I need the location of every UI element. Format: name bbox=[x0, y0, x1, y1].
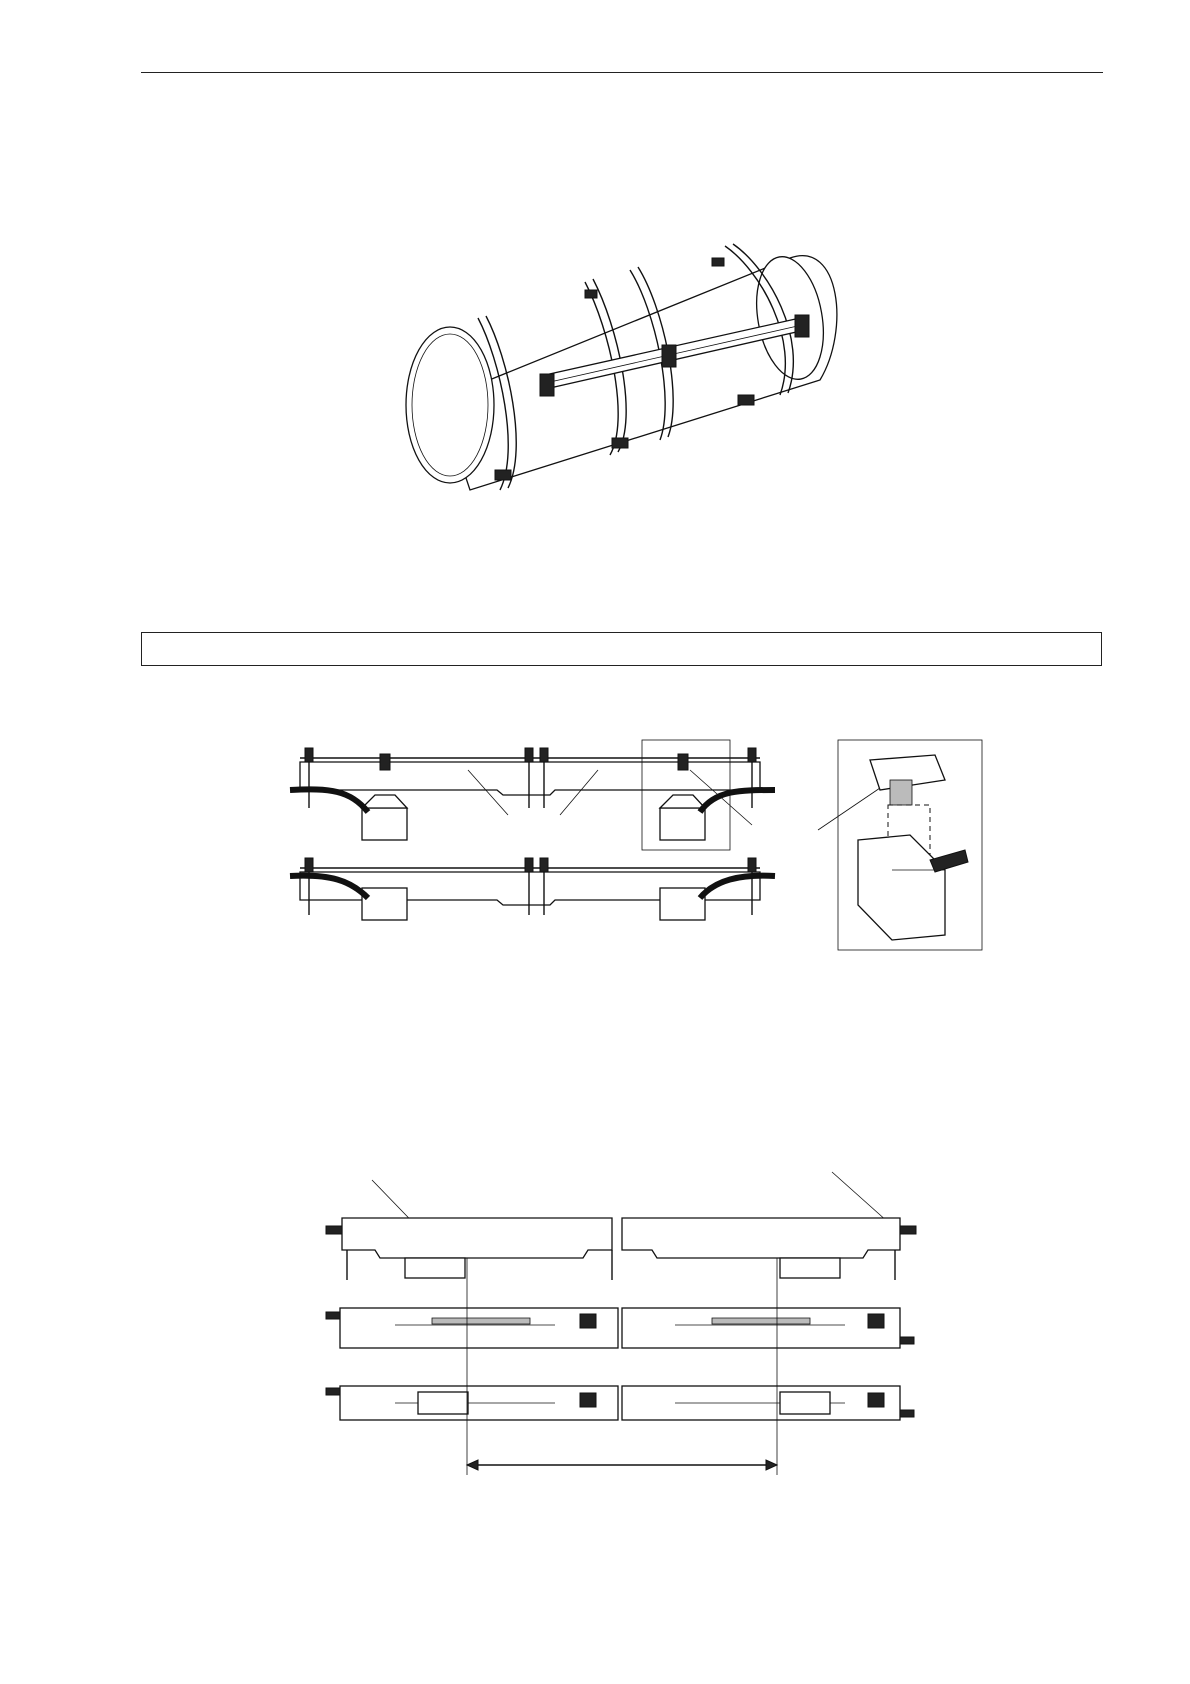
upper-rail-assembly bbox=[290, 748, 775, 840]
lower-rail-assembly bbox=[290, 858, 775, 920]
rail-top-view-scale bbox=[326, 1308, 914, 1348]
header-rule bbox=[141, 72, 1103, 73]
rail-top-view-plain bbox=[326, 1386, 914, 1420]
rail-side-profile bbox=[326, 1172, 916, 1280]
pipe-illustration bbox=[406, 244, 837, 490]
spacing-dimension bbox=[467, 1258, 777, 1475]
sensor-detail-inset bbox=[818, 740, 982, 950]
detail-highlight-box bbox=[642, 740, 730, 850]
caption-box bbox=[141, 632, 1102, 666]
